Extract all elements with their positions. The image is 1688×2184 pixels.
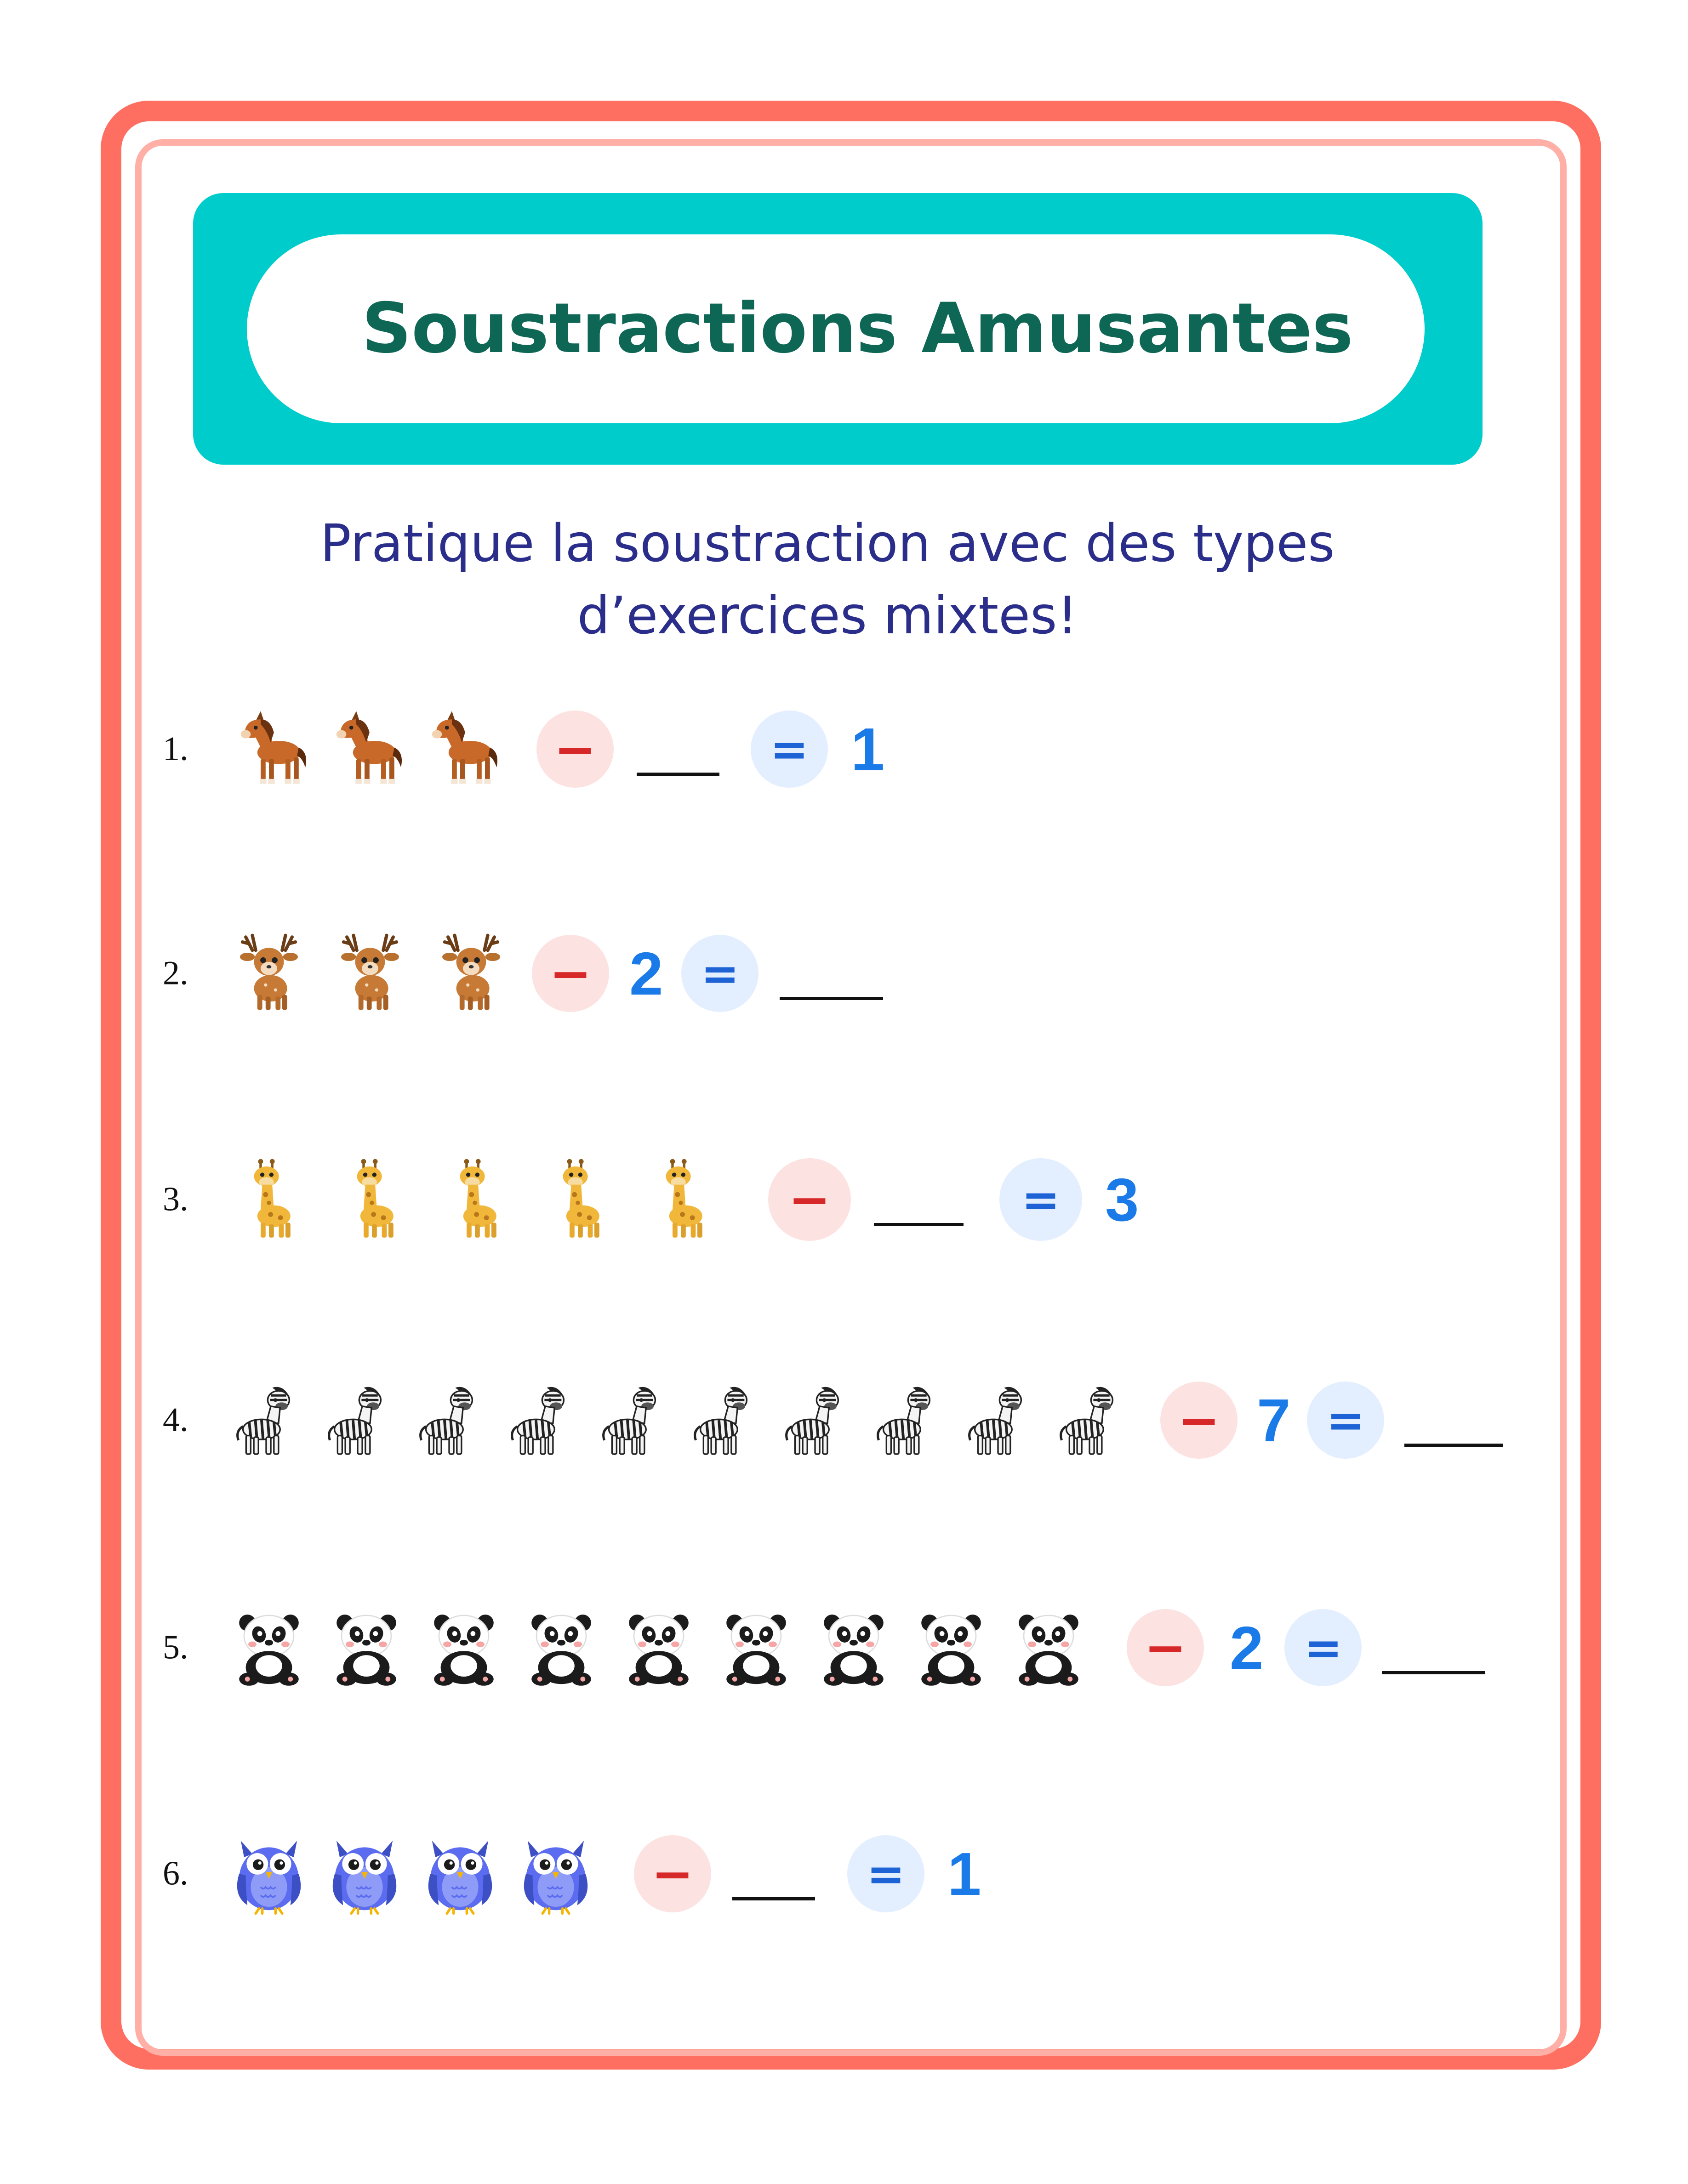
- result-value: 3: [1105, 1166, 1139, 1234]
- deer-icon: [329, 932, 411, 1015]
- zebra-icon: [319, 1382, 396, 1459]
- owl-icon: [323, 1832, 406, 1915]
- zebra-icon: [685, 1382, 762, 1459]
- equals-sign: =: [1307, 1382, 1384, 1459]
- minus-sign: −: [1127, 1609, 1204, 1686]
- subtrahend-value: 2: [1230, 1614, 1264, 1682]
- panda-icon: [715, 1606, 798, 1689]
- exercise-number: 2.: [163, 954, 188, 992]
- equals-sign: =: [751, 711, 828, 788]
- panda-icon: [422, 1606, 505, 1689]
- answer-blank[interactable]: [874, 1223, 964, 1226]
- zebra-icon: [776, 1382, 854, 1459]
- exercise-number: 1.: [163, 730, 188, 768]
- panda-icon: [617, 1606, 700, 1689]
- zebra-icon: [959, 1382, 1037, 1459]
- zebra-icon: [1051, 1382, 1128, 1459]
- minus-sign: −: [1160, 1382, 1237, 1459]
- zebra-icon: [228, 1382, 305, 1459]
- worksheet-subtitle: [248, 508, 1407, 652]
- owl-icon: [228, 1832, 310, 1915]
- minus-sign: −: [536, 711, 614, 788]
- subtitle-line-2: d’exercices mixtes!: [577, 586, 1078, 646]
- subtrahend-value: 2: [629, 939, 663, 1007]
- minus-sign: −: [532, 935, 609, 1012]
- answer-blank[interactable]: [1382, 1671, 1485, 1674]
- zebra-icon: [502, 1382, 579, 1459]
- equals-sign: =: [1284, 1609, 1362, 1686]
- exercise-number: 3.: [163, 1180, 188, 1218]
- equals-sign: =: [681, 935, 758, 1012]
- giraffe-icon: [331, 1158, 413, 1241]
- zebra-icon: [593, 1382, 671, 1459]
- giraffe-icon: [639, 1158, 722, 1241]
- exercise-number: 5.: [163, 1628, 188, 1666]
- owl-icon: [419, 1832, 502, 1915]
- equals-sign: =: [999, 1158, 1082, 1241]
- answer-blank[interactable]: [780, 997, 883, 1000]
- title-banner: [193, 193, 1483, 465]
- exercise-number: 4.: [163, 1401, 188, 1439]
- giraffe-icon: [433, 1158, 516, 1241]
- deer-icon: [430, 932, 513, 1015]
- answer-blank[interactable]: [637, 773, 719, 776]
- minus-sign: −: [768, 1158, 851, 1241]
- horse-icon: [228, 708, 310, 791]
- subtrahend-value: 7: [1257, 1386, 1291, 1454]
- worksheet-title: Soustractions Amusantes: [362, 289, 1353, 369]
- exercise-number: 6.: [163, 1854, 188, 1893]
- deer-icon: [228, 932, 310, 1015]
- panda-icon: [228, 1606, 310, 1689]
- owl-icon: [514, 1832, 597, 1915]
- panda-icon: [325, 1606, 408, 1689]
- zebra-icon: [868, 1382, 945, 1459]
- title-pill: [247, 234, 1425, 423]
- zebra-icon: [411, 1382, 488, 1459]
- answer-blank[interactable]: [1404, 1444, 1503, 1447]
- panda-icon: [910, 1606, 992, 1689]
- answer-blank[interactable]: [732, 1897, 815, 1900]
- panda-icon: [812, 1606, 895, 1689]
- giraffe-icon: [228, 1158, 310, 1241]
- horse-icon: [323, 708, 406, 791]
- subtitle-line-1: Pratique la soustraction avec des types: [320, 514, 1335, 574]
- result-value: 1: [851, 715, 885, 783]
- minus-sign: −: [634, 1835, 711, 1912]
- result-value: 1: [947, 1840, 981, 1908]
- panda-icon: [520, 1606, 603, 1689]
- equals-sign: =: [847, 1835, 924, 1912]
- giraffe-icon: [536, 1158, 619, 1241]
- horse-icon: [419, 708, 502, 791]
- panda-icon: [1007, 1606, 1090, 1689]
